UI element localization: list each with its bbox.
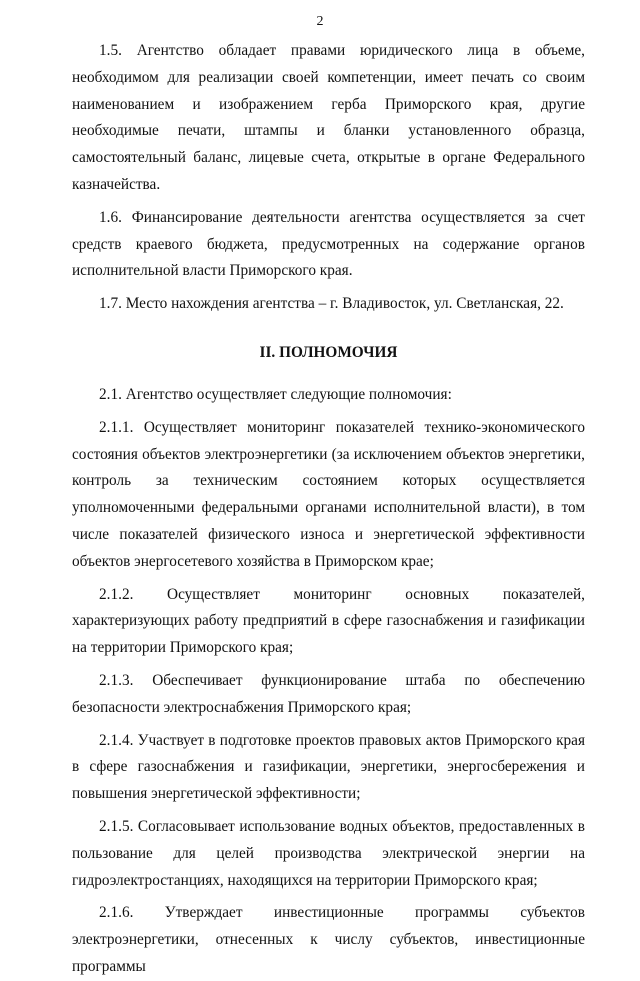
paragraph-1-7: 1.7. Место нахождения агентства – г. Владивосток, ул. Светланская, 22. (99, 295, 564, 313)
paragraph-2-1: 2.1. Агентство осуществляет следующие полномочия: (99, 385, 452, 403)
paragraph-1-6: 1.6. Финансирование деятельности агентства осуществляется за счет средств краевого бюджета, предусмотренных на содержание органов исполнительной власти Приморского края. (72, 208, 585, 280)
section-heading: II. ПОЛНОМОЧИЯ (259, 343, 398, 361)
paragraph-1-5: 1.5. Агентство обладает правами юридического лица в объеме, необходимом для реализации своей компетенции, имеет печать со своим наименованием и изображением герба Приморского края, другие необходимые печати, штампы и бланки установленного образца, самостоятельный баланс, лицевые счета, открытые в органе Федерального казначейства. (72, 42, 585, 193)
paragraph-2-1-1: 2.1.1. Осуществляет мониторинг показателей технико-экономического состояния объектов электроэнергетики (за исключением объектов энергетики, контроль за техническим состоянием которых осуществляется уполномоченными федеральными органами исполнительной власти), в том числе показателей физического износа и энергетической эффективности объектов энергосетевого хозяйства в Приморском крае; (72, 418, 585, 570)
paragraph-2-1-4: 2.1.4. Участвует в подготовке проектов правовых актов Приморского края в сфере газоснабжения и газификации, энергетики, энергосбережения и повышения энергетической эффективности; (72, 731, 585, 803)
document-body (72, 38, 585, 981)
paragraph-2-1-6: 2.1.6. Утверждает инвестиционные программы субъектов электроэнергетики, отнесенных к числу субъектов, инвестиционные программы (72, 904, 585, 975)
paragraph-2-1-5: 2.1.5. Согласовывает использование водных объектов, предоставленных в пользование для целей производства электрической энергии на гидроэлектростанциях, находящихся на территории Приморского края; (72, 817, 585, 889)
page-number: 2 (316, 14, 324, 29)
paragraph-2-1-2: 2.1.2. Осуществляет мониторинг основных показателей, характеризующих работу предприятий в сфере газоснабжения и газификации на территории Приморского края; (72, 585, 585, 657)
paragraph-2-1-3: 2.1.3. Обеспечивает функционирование штаба по обеспечению безопасности электроснабжения Приморского края; (72, 671, 585, 716)
